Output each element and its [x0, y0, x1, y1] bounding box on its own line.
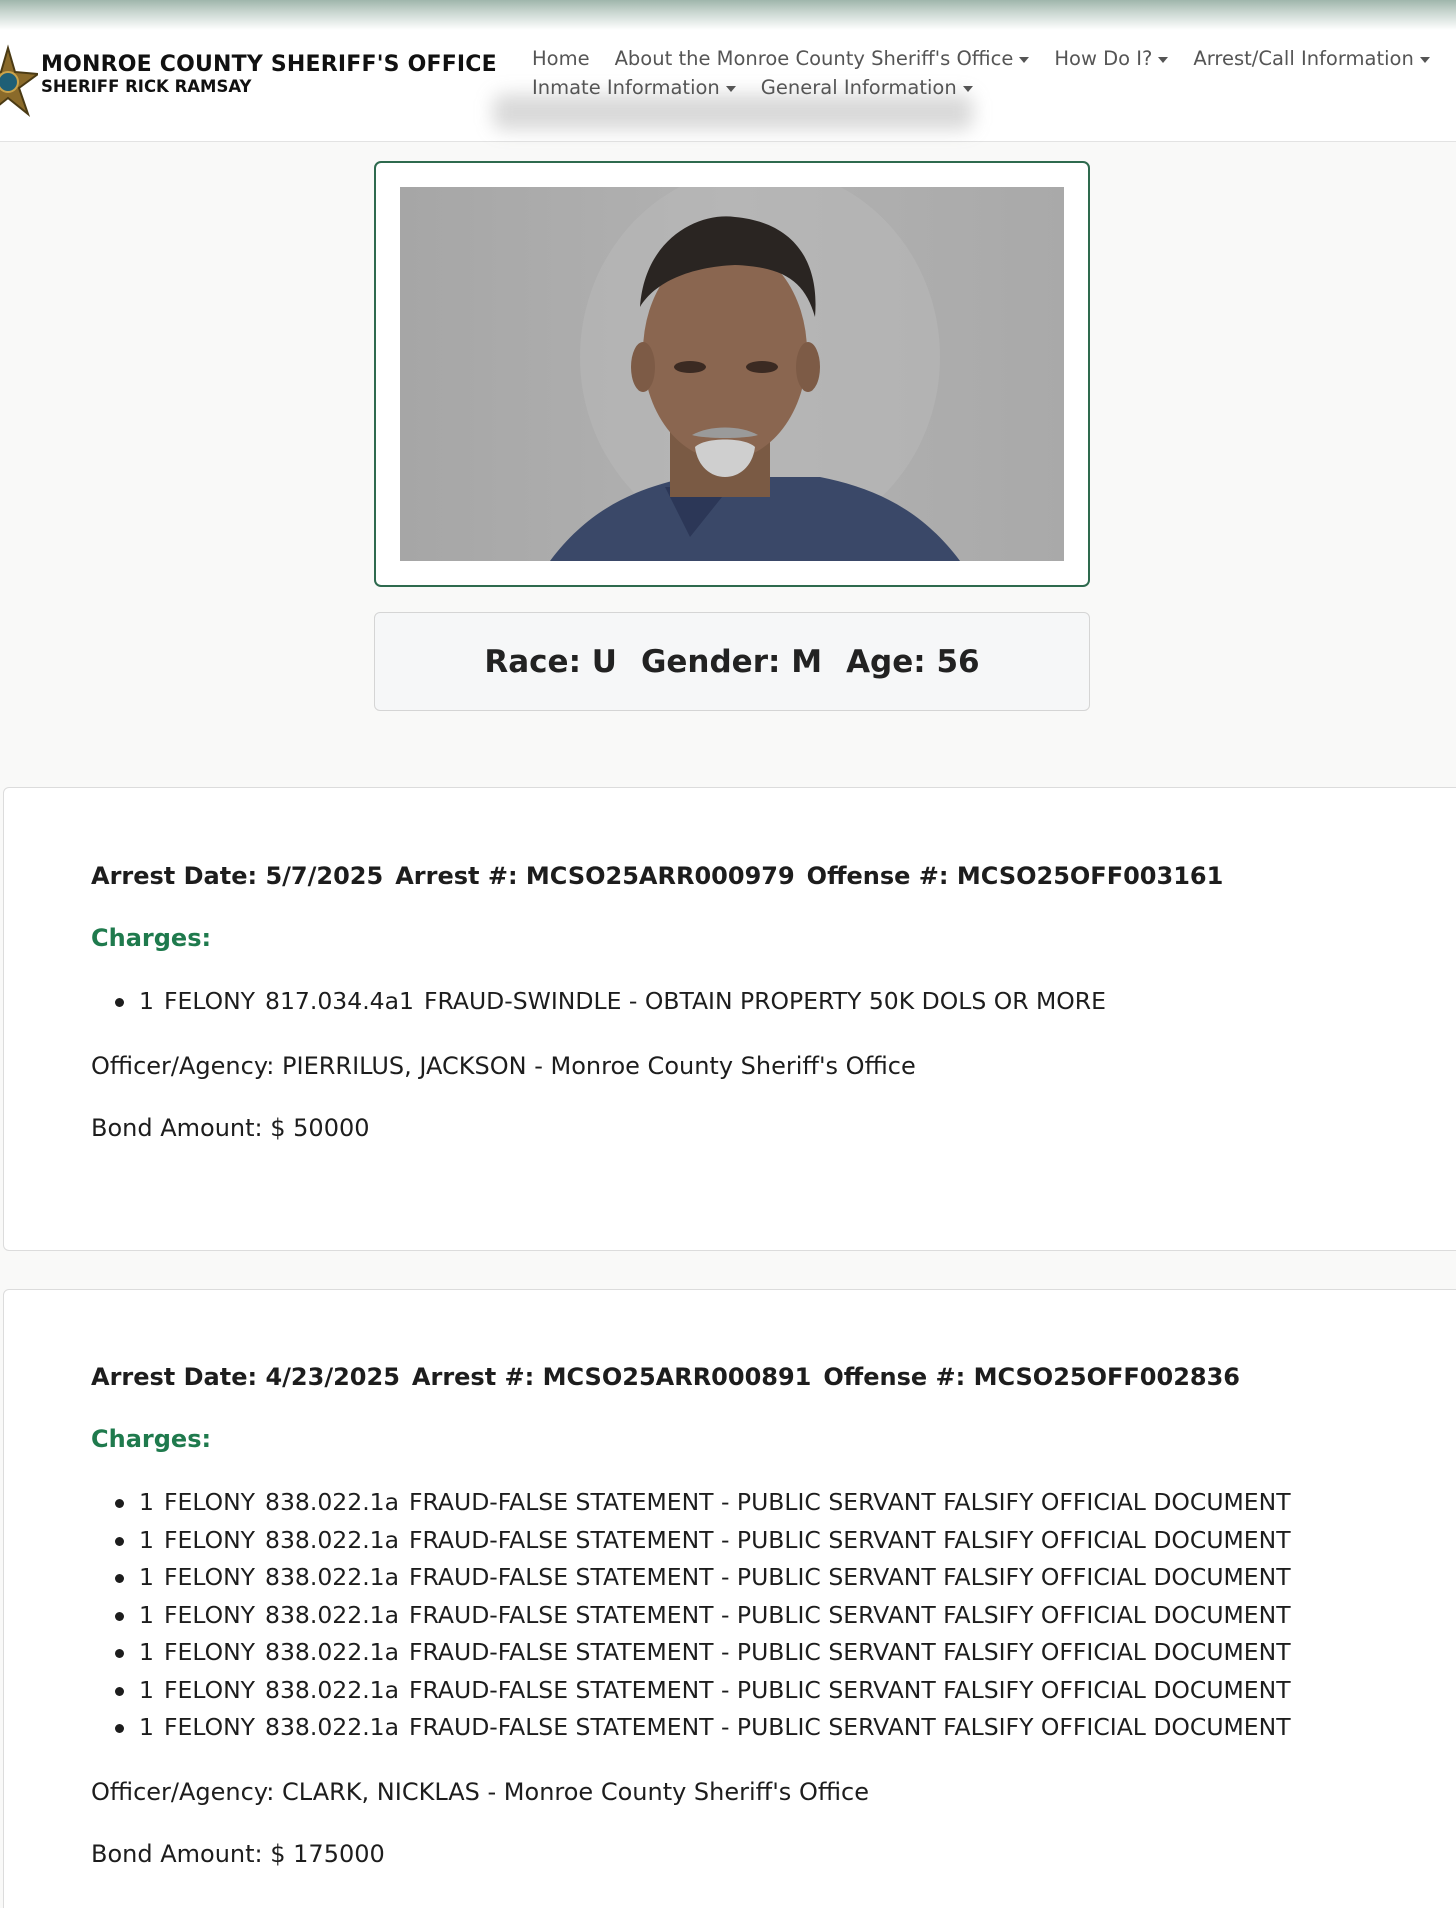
arrest-date: 5/7/2025	[265, 862, 384, 890]
nav-row-primary	[532, 44, 1456, 73]
charge-description: FRAUD-SWINDLE - OBTAIN PROPERTY 50K DOLS OR MORE	[423, 987, 1106, 1015]
charge-count: 1	[139, 1525, 154, 1554]
nav-how-do-i-label: How Do I?	[1054, 47, 1153, 70]
site-subtitle[interactable]: SHERIFF RICK RAMSAY	[41, 77, 252, 96]
charge-item	[91, 1522, 1291, 1560]
charge-count: 1	[139, 1713, 154, 1741]
bond-amount	[91, 1837, 1291, 1871]
age-label: Age:	[846, 643, 926, 680]
officer-agency	[91, 1049, 1223, 1083]
charges-list	[91, 983, 1223, 1021]
officer-agency	[91, 1775, 1291, 1809]
bond-amount	[91, 1111, 1223, 1145]
charge-count: 1	[139, 987, 154, 1015]
charge-description: FRAUD-FALSE STATEMENT - PUBLIC SERVANT FALSIFY OFFICIAL DOCUMENT	[409, 1563, 1291, 1591]
top-gradient-bar	[0, 0, 1456, 30]
charge-count: 1	[139, 1563, 154, 1591]
charge-level: FELONY	[163, 1713, 256, 1741]
arrest-number: MCSO25ARR000979	[525, 862, 795, 890]
arrest-date-label: Arrest Date:	[91, 862, 258, 890]
charge-description: FRAUD-FALSE STATEMENT - PUBLIC SERVANT FALSIFY OFFICIAL DOCUMENT	[409, 1638, 1291, 1666]
nav-row-secondary	[532, 73, 1456, 102]
site-header	[0, 30, 1456, 142]
charge-description: FRAUD-FALSE STATEMENT - PUBLIC SERVANT FALSIFY OFFICIAL DOCUMENT	[409, 1713, 1291, 1741]
arrest-number-label: Arrest #:	[395, 862, 518, 890]
charge-level: FELONY	[163, 1488, 256, 1516]
bond-value: $ 175000	[270, 1839, 385, 1868]
bond-value: $ 50000	[270, 1113, 370, 1142]
nav-about[interactable]	[615, 47, 1030, 70]
charge-count: 1	[139, 1638, 154, 1666]
booking-photo	[400, 187, 1064, 561]
caret-down-icon	[1019, 57, 1029, 63]
arrest-number: MCSO25ARR000891	[542, 1363, 812, 1391]
nav-home-label: Home	[532, 47, 590, 70]
charge-statute: 838.022.1a	[265, 1563, 400, 1591]
officer-value: PIERRILUS, JACKSON - Monroe County Sheriff's Office	[282, 1051, 916, 1080]
charges-list	[91, 1484, 1291, 1747]
charge-level: FELONY	[163, 1638, 256, 1666]
charge-level: FELONY	[163, 1675, 256, 1704]
arrest-header	[91, 1360, 1291, 1394]
site-title[interactable]: MONROE COUNTY SHERIFF'S OFFICE	[41, 52, 497, 77]
arrest-card	[3, 1289, 1456, 1908]
officer-value: CLARK, NICKLAS - Monroe County Sheriff's Office	[282, 1777, 869, 1806]
offense-number: MCSO25OFF002836	[973, 1363, 1240, 1391]
arrest-card-body	[91, 859, 1223, 1145]
charge-description: FRAUD-FALSE STATEMENT - PUBLIC SERVANT FALSIFY OFFICIAL DOCUMENT	[409, 1600, 1291, 1629]
charge-description: FRAUD-FALSE STATEMENT - PUBLIC SERVANT FALSIFY OFFICIAL DOCUMENT	[409, 1488, 1291, 1516]
charge-description: FRAUD-FALSE STATEMENT - PUBLIC SERVANT FALSIFY OFFICIAL DOCUMENT	[409, 1525, 1291, 1554]
charge-level: FELONY	[163, 1600, 256, 1629]
charge-item	[91, 1709, 1291, 1747]
charge-statute: 817.034.4a1	[265, 987, 414, 1015]
charge-statute: 838.022.1a	[265, 1638, 400, 1666]
nav-inmate-info[interactable]	[532, 76, 736, 99]
offense-number: MCSO25OFF003161	[956, 862, 1224, 890]
gender-label: Gender:	[640, 643, 781, 680]
bond-label: Bond Amount:	[91, 1839, 263, 1868]
caret-down-icon	[1158, 57, 1168, 63]
officer-label: Officer/Agency:	[91, 1777, 275, 1806]
nav-home[interactable]	[532, 47, 590, 70]
arrest-date: 4/23/2025	[265, 1363, 400, 1391]
caret-down-icon	[963, 86, 973, 92]
nav-arrest-call-info[interactable]	[1193, 47, 1429, 70]
race-label: Race:	[484, 643, 581, 680]
officer-label: Officer/Agency:	[91, 1051, 275, 1080]
charge-item	[91, 1484, 1291, 1522]
charge-statute: 838.022.1a	[265, 1600, 400, 1629]
charge-description: FRAUD-FALSE STATEMENT - PUBLIC SERVANT FALSIFY OFFICIAL DOCUMENT	[409, 1675, 1291, 1704]
charge-item	[91, 1634, 1291, 1672]
nav-arrest-call-info-label: Arrest/Call Information	[1193, 47, 1414, 70]
offense-number-label: Offense #:	[823, 1363, 966, 1391]
charge-statute: 838.022.1a	[265, 1488, 400, 1516]
charge-item	[91, 1672, 1291, 1710]
charge-statute: 838.022.1a	[265, 1713, 400, 1741]
charge-level: FELONY	[163, 1563, 256, 1591]
age-value: 56	[936, 643, 980, 680]
charge-item	[91, 983, 1223, 1021]
charge-item	[91, 1559, 1291, 1597]
charges-heading: Charges:	[91, 924, 212, 952]
arrest-number-label: Arrest #:	[411, 1363, 535, 1391]
sheriff-star-icon[interactable]	[0, 40, 38, 130]
nav-general-info[interactable]	[761, 76, 973, 99]
charges-heading: Charges:	[91, 1425, 212, 1453]
gender-value: M	[791, 643, 823, 680]
caret-down-icon	[1420, 57, 1430, 63]
bond-label: Bond Amount:	[91, 1113, 263, 1142]
race-value: U	[591, 643, 617, 680]
arrest-date-label: Arrest Date:	[91, 1363, 258, 1391]
main-nav	[532, 44, 1456, 102]
charge-count: 1	[139, 1488, 154, 1516]
arrest-card-body	[91, 1360, 1291, 1871]
nav-inmate-info-label: Inmate Information	[532, 76, 720, 99]
charge-level: FELONY	[163, 1525, 256, 1554]
arrest-header	[91, 859, 1223, 893]
charge-count: 1	[139, 1675, 154, 1704]
demographics-box	[374, 612, 1090, 711]
arrest-card	[3, 787, 1456, 1251]
charge-statute: 838.022.1a	[265, 1525, 400, 1554]
charge-count: 1	[139, 1600, 154, 1629]
charge-item	[91, 1597, 1291, 1635]
charge-level: FELONY	[163, 987, 256, 1015]
mugshot-illustration	[400, 187, 1064, 561]
charge-statute: 838.022.1a	[265, 1675, 400, 1704]
nav-about-label: About the Monroe County Sheriff's Office	[614, 47, 1014, 70]
nav-general-info-label: General Information	[760, 76, 957, 99]
offense-number-label: Offense #:	[806, 862, 949, 890]
caret-down-icon	[726, 86, 736, 92]
nav-how-do-i[interactable]	[1054, 47, 1168, 70]
